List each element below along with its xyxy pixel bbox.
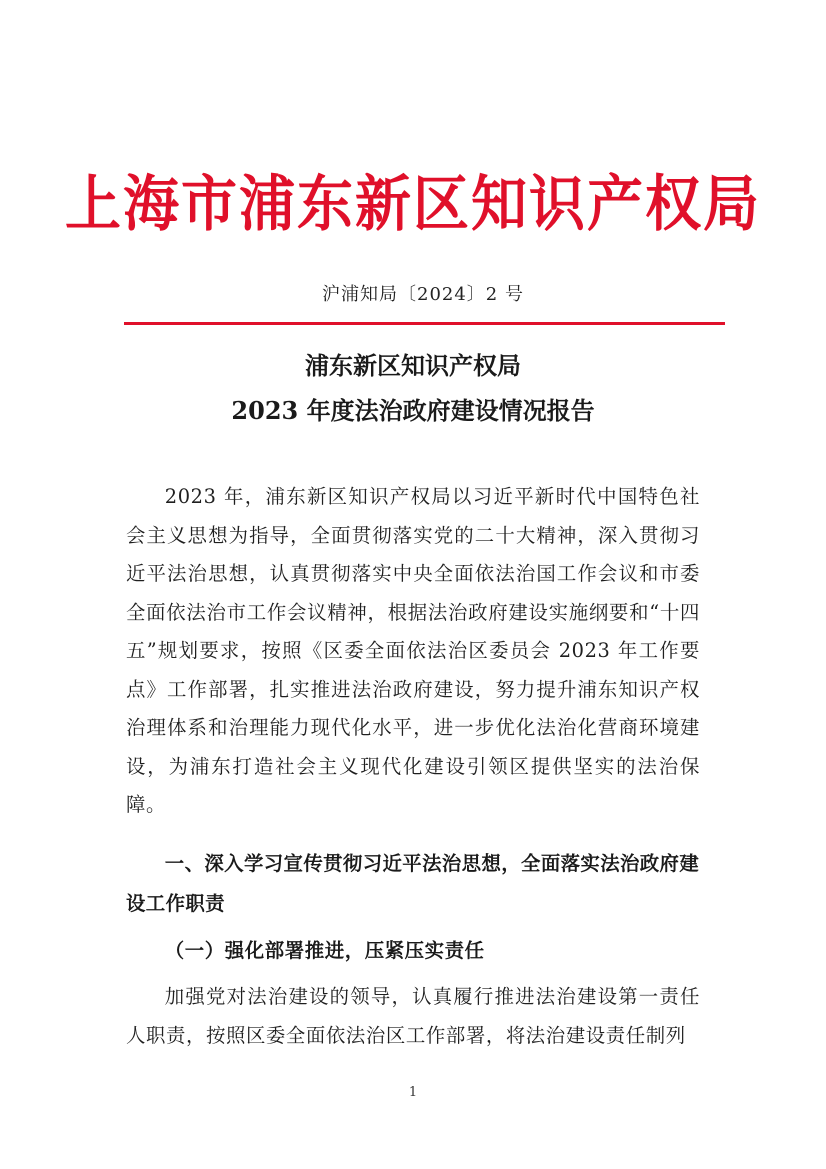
subsection-heading-1: （一）强化部署推进，压紧压实责任 [164, 939, 485, 962]
agency-masthead: 上海市浦东新区知识产权局 [65, 169, 761, 240]
intro-paragraph: 2023 年，浦东新区知识产权局以习近平新时代中国特色社会主义思想为指导，全面贯彻落实党的二十大精神，深入贯彻习近平法治思想，认真贯彻落实中央全面依法治国工作会议和市委全面依法治市工作会议精神，根据法治政府建设实施纲要和“十四五”规划要求，按照《区委全面依法治区委员会 2023 年工作要点》工作部署，扎实推进法治政府建设，努力提升浦东知识产权治理体系和治理能力现代化水平，进一步优化法治化营商环境建设，为浦东打造社会主义现代化建设引领区提供坚实的法治保障。 [126, 485, 700, 816]
red-divider-line [124, 322, 725, 325]
report-title-line-2: 2023 年度法治政府建设情况报告 [231, 396, 595, 425]
report-title-line-1: 浦东新区知识产权局 [305, 351, 521, 380]
document-number: 沪浦知局〔2024〕2 号 [322, 284, 524, 305]
section-heading-1: 一、深入学习宣传贯彻习近平法治思想，全面落实法治政府建设工作职责 [126, 852, 700, 915]
body-paragraph-2: 加强党对法治建设的领导，认真履行推进法治建设第一责任人职责，按照区委全面依法治区工作部署，将法治建设责任制列 [126, 985, 700, 1047]
page-number: 1 [408, 1085, 418, 1100]
